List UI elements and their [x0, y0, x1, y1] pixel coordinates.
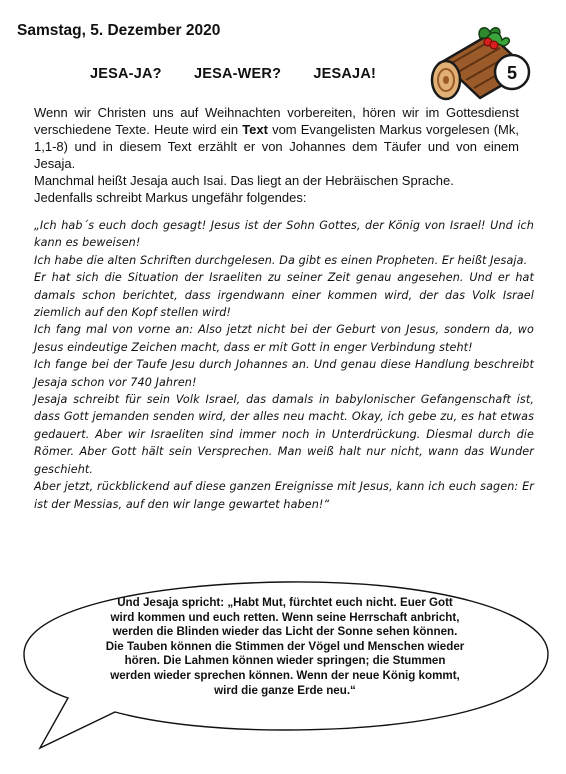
quote-paragraph-1: „Ich hab´s euch doch gesagt! Jesus ist der Sohn Gottes, der König von Israel! Und ich kann es beweisen! [34, 219, 534, 250]
quote-paragraph-7: Aber jetzt, rückblickend auf diese ganzen Ereignisse mit Jesus, kann ich euch sagen: Er ist der Messias, auf den wir lange gewartet haben!“ [34, 480, 534, 511]
quote-paragraph-5: Ich fange bei der Taufe Jesu durch Johannes an. Und genau diese Handlung beschreibt Jesaja schon vor 740 Jahren! [34, 358, 534, 389]
intro-paragraph-2: Manchmal heißt Jesaja auch Isai. Das liegt an der Hebräischen Sprache. [34, 173, 454, 188]
quote-paragraph-4: Ich fang mal von vorne an: Also jetzt nicht bei der Geburt von Jesus, sondern da, wo Jesus eindeutige Zeichen macht, dass er mit Gott in enger Verbindung steht! [34, 323, 534, 354]
title-part-1: JESA-JA? [90, 66, 162, 82]
intro-p1-after: vom Evangelisten Markus vorgelesen (Mk, 1,1-8) und in diesem Text erzählt er von Johannes dem Täufer und von einem Jesaja. [34, 122, 519, 171]
page-date: Samstag, 5. Dezember 2020 [17, 22, 221, 39]
badge-number: 5 [506, 63, 518, 83]
intro-p1-bold: Text [242, 122, 268, 137]
intro-paragraph-3: Jedenfalls schreibt Markus ungefähr folgendes: [34, 190, 307, 205]
speech-bubble-text: Und Jesaja spricht: „Habt Mut, fürchtet euch nicht. Euer Gott wird kommen und euch retten. Wenn seine Herrschaft anbricht, werden die Blinden wieder das Licht der Sonne sehen können. Die Tauben können die Stimmen der Vögel und Menschen wieder hören. Die Lahmen können wieder springen; die Stummen werden wieder sprechen können. Wenn der neue König kommt, wird die ganze Erde neu.“ [105, 596, 465, 697]
title-part-2: JESA-WER? [193, 66, 282, 82]
title-part-3: JESAJA! [313, 66, 377, 82]
quote-paragraph-6: Jesaja schreibt für sein Volk Israel, das damals in babylonischer Gefangenschaft ist, dass Gott jemanden senden wird, der alles neu macht. Okay, ich gebe zu, es hat etwas gedauert. Aber wir Israeliten sind immer noch in Unterdrückung. Diesmal durch die Römer. Aber Gott hält sein Versprechen. Man weiß halt nur nicht, wann das Wunder geschieht. [34, 393, 534, 476]
intro-p1-before: Wenn wir Christen uns auf Weihnachten vorbereiten, hören wir im Gottesdienst verschiedene Texte. Heute wird ein [34, 105, 519, 137]
quote-paragraph-2: Ich habe die alten Schriften durchgelesen. Da gibt es einen Propheten. Er heißt Jesaja. [34, 253, 528, 267]
quote-paragraph-3: Er hat sich die Situation der Israeliten zu seiner Zeit genau angesehen. Und er hat damals schon berichtet, dass irgendwann einer kommen wird, der das Volk Israel ziemlich auf den Kopf stellen wird! [34, 271, 534, 320]
